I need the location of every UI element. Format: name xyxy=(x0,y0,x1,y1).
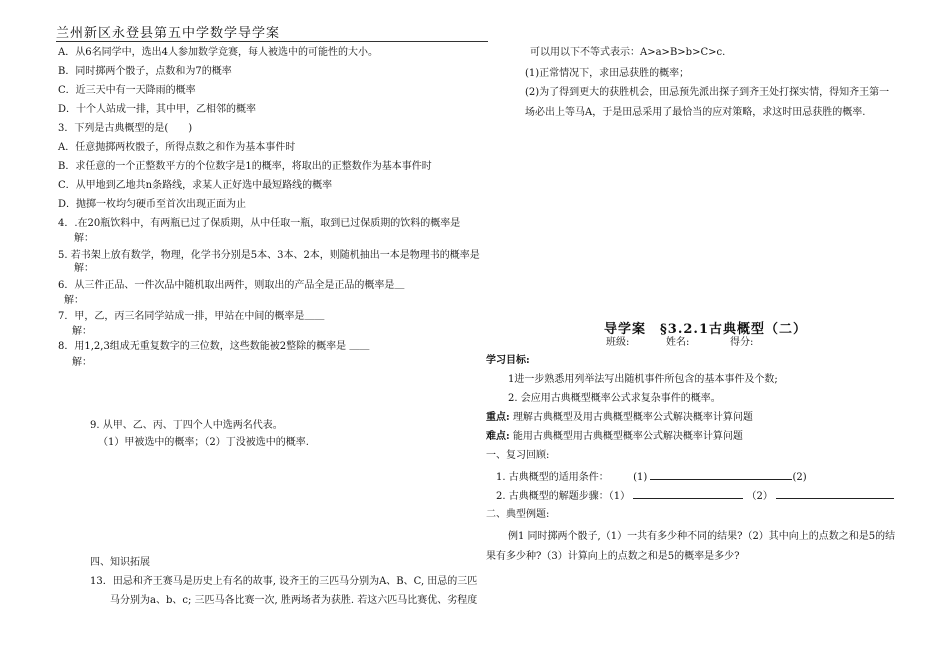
question-3: 3．下列是古典概型的是( ) xyxy=(58,123,193,134)
difficulty-text: 能用古典概型用古典概型概率公式解决概率计算问题 xyxy=(512,431,743,442)
worksheet-title: 导学案 §3.2.1古典概型（二） xyxy=(604,322,807,337)
option-d: D．十个人站成一排，其中甲，乙相邻的概率 xyxy=(58,104,257,115)
name-label: 姓名: xyxy=(666,337,690,348)
class-label: 班级: xyxy=(606,337,630,348)
review-item-2-blank-1[interactable] xyxy=(633,489,743,499)
question-3-option-b: B．求任意的一个正整数平方的个位数字是1的概率，将取出的正整数作为基本事件时 xyxy=(58,161,432,172)
question-8: 8．用1,2,3组成无重复数字的三位数，这些数能被2整除的概率是 ＿＿ xyxy=(58,341,370,352)
question-13-part-2-line-1: (2)为了得到更大的获胜机会，田忌预先派出探子到齐王处打探实情，得知齐王第一 xyxy=(525,87,890,98)
question-8-solution-label: 解： xyxy=(72,357,92,368)
section-4-heading: 四、知识拓展 xyxy=(90,557,150,568)
learning-goals-label: 学习目标: xyxy=(486,355,530,366)
review-heading: 一、复习回顾: xyxy=(486,450,550,461)
learning-goal-1: 1进一步熟悉用列举法写出随机事件所包含的基本事件及个数; xyxy=(508,374,778,385)
key-point-label: 重点: xyxy=(486,412,510,423)
review-item-2-part-2-label: （2） xyxy=(746,491,773,502)
question-3-option-a: A．任意抛掷两枚骰子，所得点数之和作为基本事件时 xyxy=(58,142,296,153)
header-rule xyxy=(56,41,488,42)
question-13-part-2-line-2: 场必出上等马A，于是田忌采用了最恰当的应对策略，求这时田忌获胜的概率. xyxy=(525,107,866,118)
page-header: 兰州新区永登县第五中学数学导学案 xyxy=(56,26,281,41)
key-point-row xyxy=(486,412,753,424)
score-label: 得分: xyxy=(730,337,754,348)
question-5-solution-label: 解： xyxy=(74,263,94,274)
question-13-continued: 可以用以下不等式表示：A>a>B>b>C>c. xyxy=(530,47,726,58)
key-point-text: 理解古典概型及用古典概型概率公式解决概率计算问题 xyxy=(512,412,753,423)
learning-goal-2: 2. 会应用古典概型概率公式求复杂事件的概率。 xyxy=(508,393,721,404)
question-4-solution-label: 解： xyxy=(74,233,94,244)
question-3-option-d: D．抛掷一枚均匀硬币至首次出现正面为止 xyxy=(58,199,247,210)
option-a: A．从6名同学中，选出4人参加数学竞赛，每人被选中的可能性的大小。 xyxy=(58,47,378,58)
review-item-1-blank-1[interactable] xyxy=(650,470,792,480)
question-13-line-1: 13．田忌和齐王赛马是历史上有名的故事, 设齐王的三匹马分别为A、B、C, 田忌的三匹 xyxy=(90,576,478,587)
question-6-solution-label: 解： xyxy=(64,295,84,306)
question-6: 6．从三件正品、一件次品中随机取出两件，则取出的产品全是正品的概率是＿ xyxy=(58,280,405,291)
review-item-1-label: 1. 古典概型的适用条件： xyxy=(496,472,609,483)
option-c: C．近三天中有一天降雨的概率 xyxy=(58,85,196,96)
difficulty-row xyxy=(486,431,743,443)
question-9: 9. 从甲、乙、丙、丁四个人中选两名代表。 xyxy=(90,420,283,431)
question-13-part-1: (1)正常情况下，求田忌获胜的概率； xyxy=(525,68,690,79)
question-7: 7．甲，乙，丙三名同学站成一排，甲站在中间的概率是＿＿ xyxy=(58,311,325,322)
review-item-1-part-2-label: (2) xyxy=(792,472,807,483)
question-7-solution-label: 解： xyxy=(72,326,92,337)
question-3-option-c: C．从甲地到乙地共n条路线，求某人正好选中最短路线的概率 xyxy=(58,180,333,191)
review-item-2-blank-2[interactable] xyxy=(776,489,894,499)
question-4: 4．.在20瓶饮料中，有两瓶已过了保质期，从中任取一瓶，取到已过保质期的饮料的概率是 xyxy=(58,218,461,229)
question-13-line-2: 马分别为a、b、c; 三匹马各比赛一次, 胜两场者为获胜. 若这六匹马比赛优、劣程度 xyxy=(110,595,478,606)
review-item-2 xyxy=(496,489,894,503)
question-5: 5. 若书架上放有数学，物理，化学书分别是5本、3本、2本，则随机抽出一本是物理书的概率是 xyxy=(58,250,480,261)
review-item-1-part-1-label: (1) xyxy=(633,472,648,483)
examples-heading: 二、典型例题: xyxy=(486,509,550,520)
example-1-line-1: 例1 同时掷两个骰子,（1）一共有多少种不同的结果?（2）其中向上的点数之和是5的结 xyxy=(508,531,896,542)
difficulty-label: 难点: xyxy=(486,431,510,442)
review-item-2-label: 2. 古典概型的解题步骤：（1） xyxy=(496,491,631,502)
example-1-line-2: 果有多少种?（3）计算向上的点数之和是5的概率是多少? xyxy=(486,551,740,562)
review-item-1 xyxy=(496,470,807,484)
question-9-parts: （1）甲被选中的概率；（2）丁没被选中的概率. xyxy=(98,437,309,448)
option-b: B．同时掷两个骰子，点数和为7的概率 xyxy=(58,66,232,77)
